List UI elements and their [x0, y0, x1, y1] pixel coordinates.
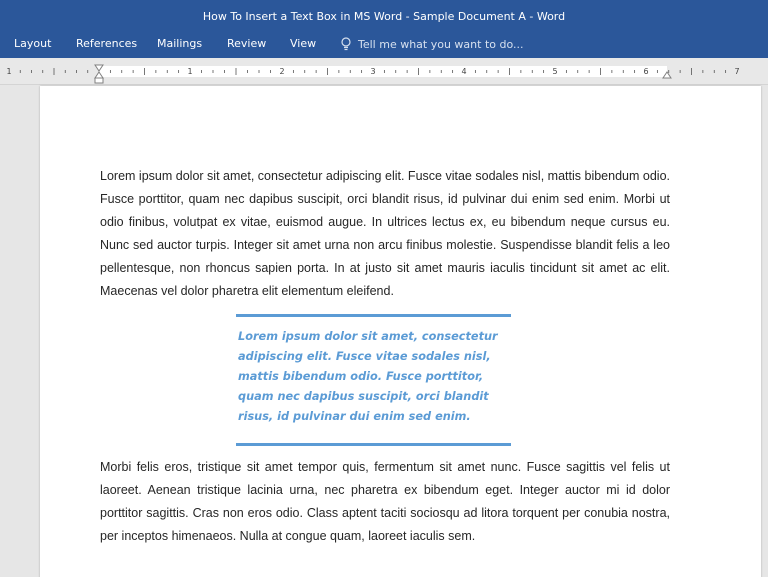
- ruler-number: 6: [643, 67, 649, 76]
- ruler-number: 2: [279, 67, 285, 76]
- tab-review[interactable]: Review: [227, 37, 267, 50]
- text-box[interactable]: [236, 314, 511, 446]
- ruler-number: 4: [461, 67, 467, 76]
- tab-mailings[interactable]: Mailings: [157, 37, 203, 50]
- ruler-number: 5: [552, 67, 558, 76]
- body-paragraph-1[interactable]: Lorem ipsum dolor sit amet, consectetur adipiscing elit. Fusce vitae sodales nisl, mattis bibendum odio. Fusce porttitor, quam nec dapibus suscipit, orci blandit risus, id pulvinar dui enim sed enim. Morbi ut odio finibus, volutpat ex vitae, euismod augue. In ultrices lectus ex, eu bibendum neque cursus eu. Nunc sed auctor turpis. Integer sit amet urna non arcu finibus molestie. Suspendisse blandit felis a leo pellentesque, non rhoncus sapien porta. In at justo sit amet mauris iaculis tincidunt sit amet ac elit. Maecenas vel dolor pharetra elit elementum eleifend.: [100, 169, 670, 298]
- ribbon-tabs: [0, 32, 768, 58]
- tab-layout[interactable]: Layout: [14, 37, 52, 50]
- ruler-text-area: [99, 66, 667, 77]
- ruler-graphic: [0, 58, 768, 85]
- left-indent-marker[interactable]: [95, 78, 103, 83]
- lightbulb-icon: [340, 37, 352, 51]
- window-title: How To Insert a Text Box in MS Word - Sample Document A - Word: [202, 9, 566, 23]
- tell-me-search[interactable]: [340, 37, 524, 51]
- tell-me-placeholder: Tell me what you want to do...: [358, 37, 524, 51]
- tab-references[interactable]: References: [76, 37, 138, 50]
- title-bar: [0, 0, 768, 32]
- ruler-number: 1: [187, 67, 193, 76]
- horizontal-ruler[interactable]: [0, 58, 768, 85]
- document-page[interactable]: [40, 86, 761, 577]
- ruler-number: 1: [6, 67, 12, 76]
- ruler-number: 3: [370, 67, 376, 76]
- text-box-content[interactable]: Lorem ipsum dolor sit amet, consectetur adipiscing elit. Fusce vitae sodales nisl, mattis bibendum odio. Fusce porttitor, quam nec dapibus suscipit, orci blandit risus, id pulvinar dui enim sed enim.: [238, 330, 498, 423]
- ruler-number: 7: [734, 67, 740, 76]
- body-paragraph-2[interactable]: Morbi felis eros, tristique sit amet tempor quis, fermentum sit amet nunc. Fusce sagittis vel felis ut laoreet. Aenean tristique lacinia urna, nec pharetra ex bibendum eget. Integer auctor mi id dolor porttitor sagittis. Cras non eros odio. Class aptent taciti sociosqu ad litora torquent per conubia nostra, per inceptos himenaeos. Nulla at congue quam, laoreet iaculis sem.: [100, 460, 670, 543]
- tab-view[interactable]: View: [290, 37, 317, 50]
